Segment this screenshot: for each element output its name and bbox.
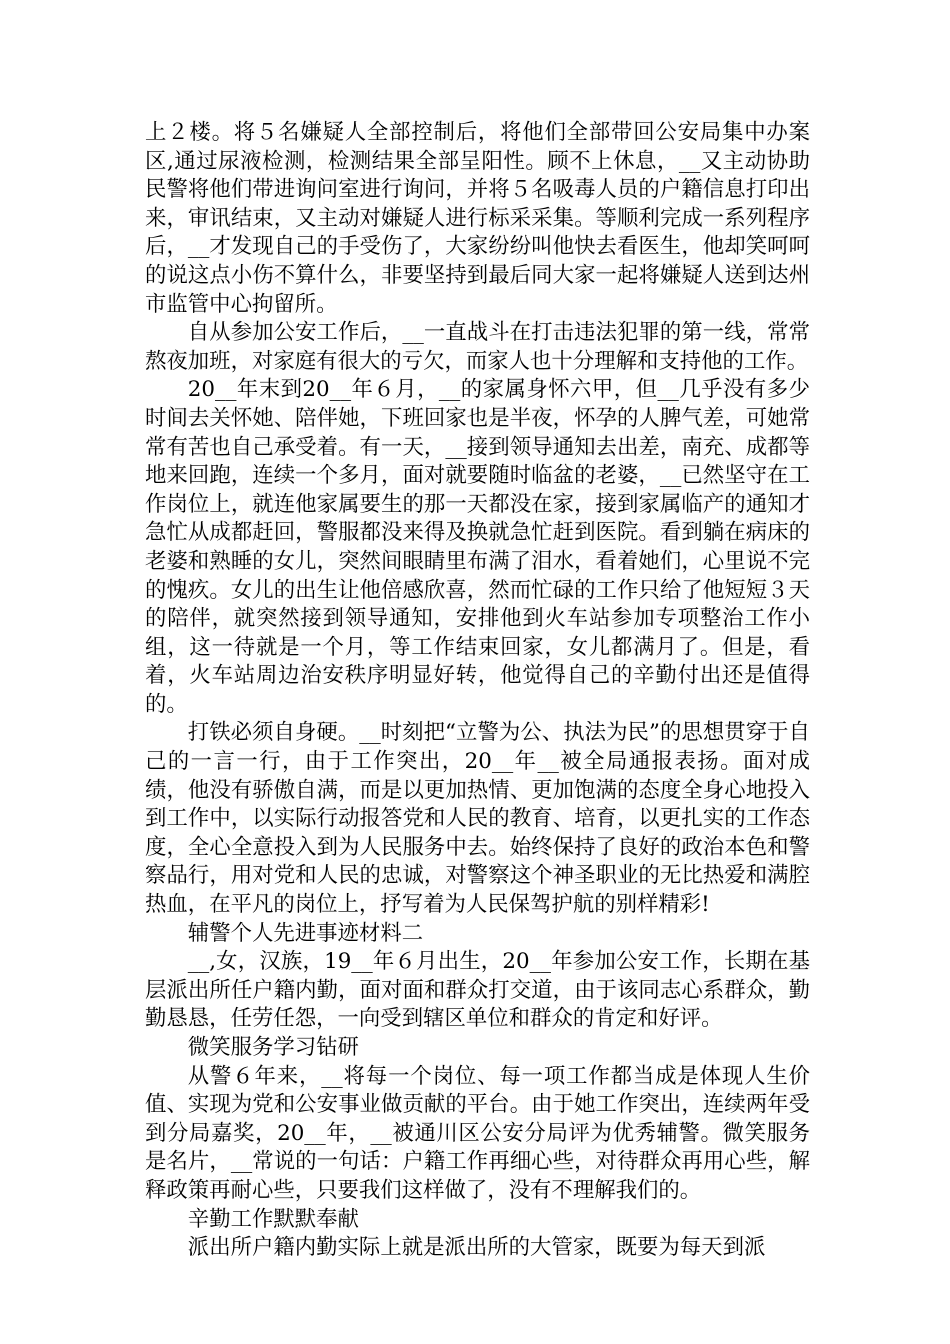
paragraph-continuation: 上２楼。将５名嫌疑人全部控制后，将他们全部带回公安局集中办案区,通过尿液检测，检测结果全部呈阳性。顾不上休息，__又主动协助民警将他们带进询问室进行询问，并将５名吸毒人员的户籍信息打印出来，审讯结束，又主动对嫌疑人进行标采采集。等顺利完成一系列程序后，__才发现自己的手受伤了，大家纷纷叫他快去看医生，他却笑呵呵的说这点小伤不算什么，非要坚持到最后同大家一起将嫌疑人送到达州市监管中心拘留所。 bbox=[145, 120, 810, 317]
section-heading-smile-service: 微笑服务学习钻研 bbox=[187, 1035, 359, 1060]
document-body bbox=[145, 119, 810, 1263]
paragraph-profile: __,女，汉族，19__年６月出生，20__年参加公安工作，长期在基层派出所任户籍内勤，面对面和群众打交道，由于该同志心系群众，勤勤恳恳，任劳任怨，一向受到辖区单位和群众的肯定和好评。 bbox=[145, 949, 810, 1032]
paragraph-wife-pregnancy: 20__年末到20__年６月，__的家属身怀六甲，但__几乎没有多少时间去关怀她、陪伴她，下班回家也是半夜，怀孕的人脾气差，可她常常有苦也自己承受着。有一天，__接到领导通知去出差，南充、成都等地来回跑，连续一个多月，面对就要随时临盆的老婆，__已然坚守在工作岗位上，就连他家属要生的那一天都没在家，接到家属临产的通知才急忙从成都赶回，警服都没来得及换就急忙赶到医院。看到躺在病床的老婆和熟睡的女儿，突然间眼睛里布满了泪水，看着她们，心里说不完的愧疚。女儿的出生让他倍感欣喜，然而忙碌的工作只给了他短短３天的陪伴，就突然接到领导通知，安排他到火车站参加专项整治工作小组，这一待就是一个月，等工作结束回家，女儿都满月了。但是，看着，火车站周边治安秩序明显好转，他觉得自己的辛勤付出还是值得的。 bbox=[145, 377, 810, 717]
section-heading-diligent-work: 辛勤工作默默奉献 bbox=[187, 1206, 359, 1232]
paragraph-six-years: 从警６年来，__将每一个岗位、每一项工作都当成是体现人生价值、实现为党和公安事业做贡献的平台。由于她工作突出，连续两年受到分局嘉奖，20__年，__被通川区公安分局评为优秀辅警。微笑服务是名片，__常说的一句话：户籍工作再细心些，对待群众再用心些，解释政策再耐心些，只要我们这样做了，没有不理解我们的。 bbox=[145, 1063, 810, 1203]
section-heading-material-two: 辅警个人先进事迹材料二 bbox=[187, 920, 424, 946]
paragraph-family-support: 自从参加公安工作后，__一直战斗在打击违法犯罪的第一线，常常熬夜加班，对家庭有很大的亏欠，而家人也十分理解和支持他的工作。 bbox=[145, 320, 810, 374]
paragraph-discipline: 打铁必须自身硬。__时刻把“立警为公、执法为民”的思想贯穿于自己的一言一行，由于工作突出，20__年__被全局通报表扬。面对成绩，他没有骄傲自满，而是以更加热情、更加饱满的态度全身心地投入到工作中，以实际行动报答党和人民的教育、培育，以更扎实的工作态度，全心全意投入到为人民服务中去。始终保持了良好的政治本色和警察品行，用对党和人民的忠诚，对警察这个神圣职业的无比热爱和满腔热血，在平凡的岗位上，抒写着为人民保驾护航的别样精彩! bbox=[145, 720, 810, 918]
paragraph-household-clerk: 派出所户籍内勤实际上就是派出所的大管家，既要为每天到派 bbox=[187, 1235, 766, 1261]
